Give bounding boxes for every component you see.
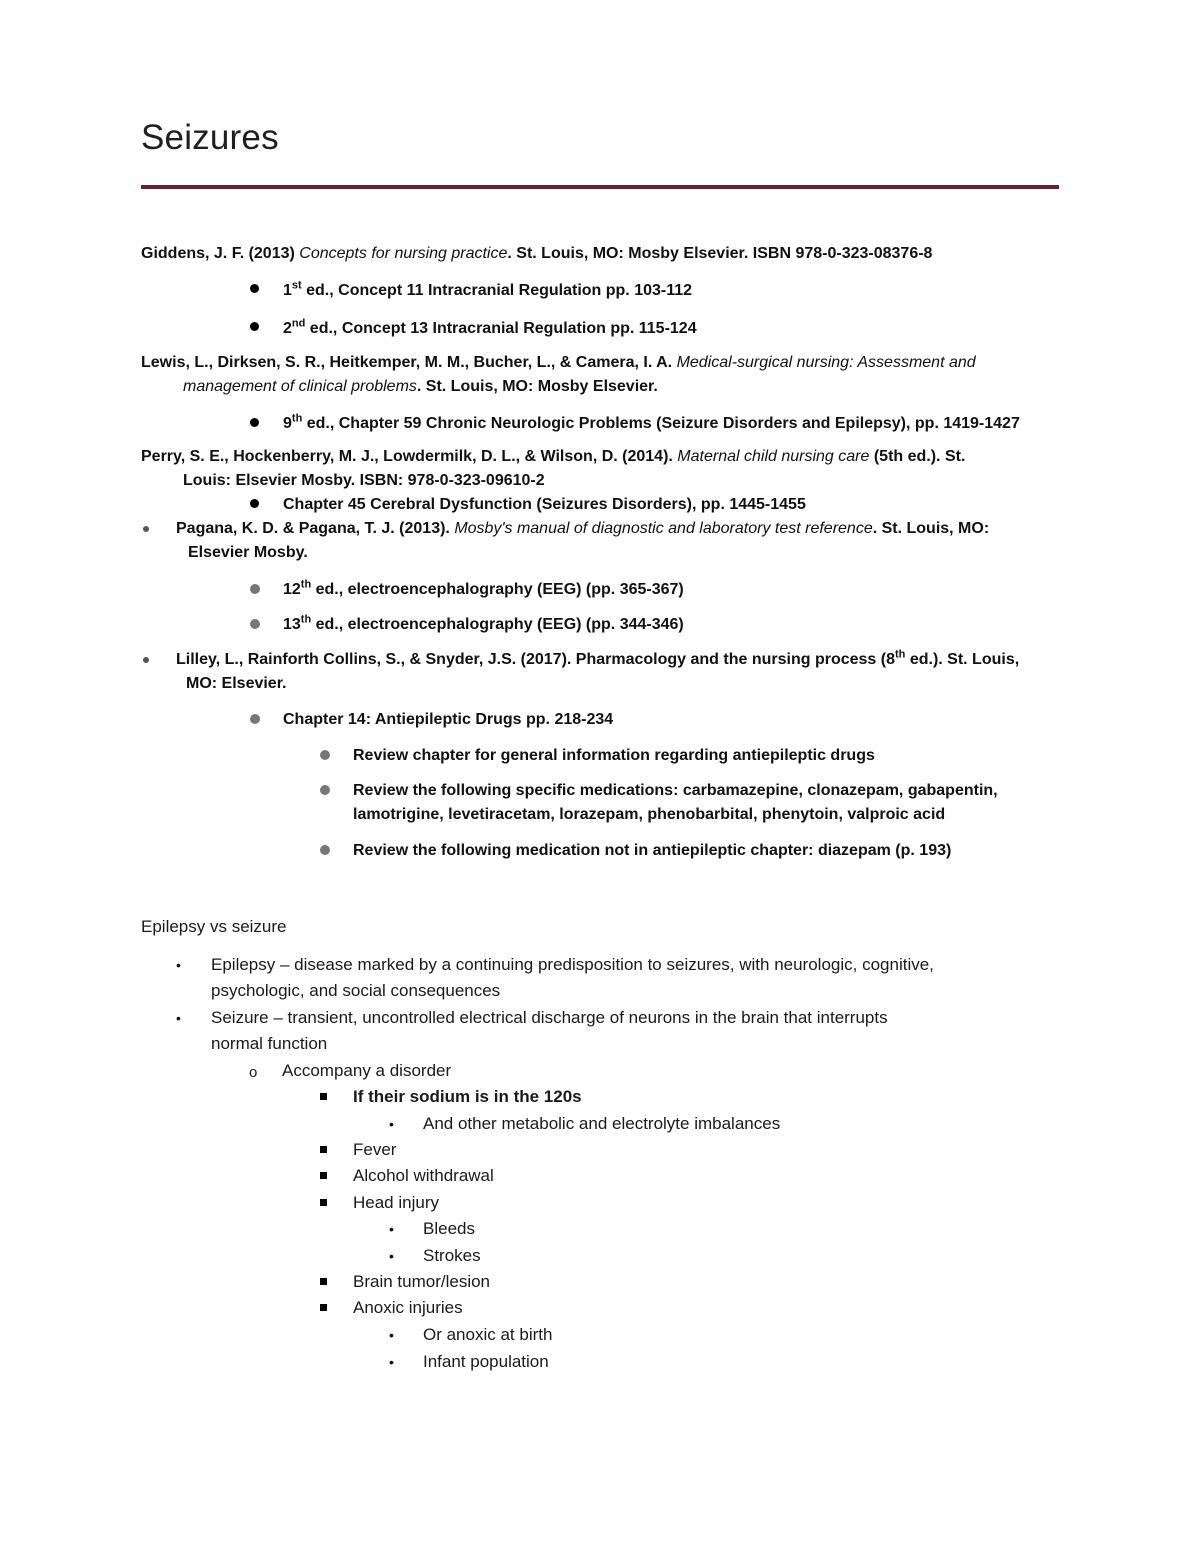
ref-giddens: Giddens, J. F. (2013) Concepts for nursing practice. St. Louis, MO: Mosby Elsevier. ISBN 978-0-323-08376-8 <box>141 245 933 262</box>
square-bullet-icon <box>320 1146 327 1153</box>
ref-giddens-ed1: 1st ed., Concept 11 Intracranial Regulation pp. 103-112 <box>283 279 693 299</box>
ref-pagana-ed12: 12th ed., electroencephalography (EEG) (pp. 365-367) <box>283 578 684 598</box>
square-bullet-icon <box>320 1172 327 1179</box>
bullet-icon: • <box>389 1116 394 1132</box>
ref-lilley-sub1: Review chapter for general information regarding antiepileptic drugs <box>353 747 875 764</box>
ref-lewis: Lewis, L., Dirksen, S. R., Heitkemper, M. M., Bucher, L., & Camera, I. A. Medical-surgical nursing: Assessment and <box>141 354 976 371</box>
title-divider <box>141 185 1059 189</box>
ref-lilley-sub2: Review the following specific medications: carbamazepine, clonazepam, gabapentin, <box>353 782 998 799</box>
square-bullet-icon <box>320 1093 327 1100</box>
list-item: If their sodium is in the 120s <box>353 1087 582 1106</box>
list-item: Alcohol withdrawal <box>353 1166 494 1185</box>
square-bullet-icon <box>320 1304 327 1311</box>
ref-pagana: Pagana, K. D. & Pagana, T. J. (2013). Mosby's manual of diagnostic and laboratory test reference. St. Louis, MO: <box>176 520 990 537</box>
ref-pagana-ed13: 13th ed., electroencephalography (EEG) (pp. 344-346) <box>283 613 684 633</box>
bullet-icon <box>250 322 259 331</box>
epilepsy-definition: Epilepsy – disease marked by a continuing predisposition to seizures, with neurologic, cognitive, <box>211 955 934 974</box>
list-item: And other metabolic and electrolyte imbalances <box>423 1114 781 1133</box>
bullet-icon: • <box>389 1327 394 1343</box>
list-item: Accompany a disorder <box>282 1061 452 1080</box>
ref-perry-cont: Louis: Elsevier Mosby. ISBN: 978-0-323-09610-2 <box>183 472 545 489</box>
bullet-icon <box>250 584 260 594</box>
list-item: Bleeds <box>423 1219 475 1238</box>
bullet-icon <box>320 750 330 760</box>
ref-lewis-cont: management of clinical problems. St. Louis, MO: Mosby Elsevier. <box>183 378 658 395</box>
bullet-icon <box>143 657 149 663</box>
bullet-icon <box>250 619 260 629</box>
epilepsy-definition-cont: psychologic, and social consequences <box>211 981 501 1000</box>
seizure-definition: Seizure – transient, uncontrolled electrical discharge of neurons in the brain that interrupts <box>211 1008 888 1027</box>
ref-lilley-chapter: Chapter 14: Antiepileptic Drugs pp. 218-234 <box>283 711 614 728</box>
list-item: Head injury <box>353 1193 439 1212</box>
bullet-icon <box>250 284 259 293</box>
ref-lewis-ed: 9th ed., Chapter 59 Chronic Neurologic Problems (Seizure Disorders and Epilepsy), pp. 1419-1427 <box>283 412 1020 432</box>
circle-bullet-icon: o <box>249 1064 258 1081</box>
square-bullet-icon <box>320 1278 327 1285</box>
ref-perry-chapter: Chapter 45 Cerebral Dysfunction (Seizures Disorders), pp. 1445-1455 <box>283 496 806 513</box>
ref-lilley: Lilley, L., Rainforth Collins, S., & Snyder, J.S. (2017). Pharmacology and the nursing process (8th ed.). St. Louis, <box>176 648 1020 668</box>
bullet-icon <box>250 714 260 724</box>
bullet-icon: • <box>389 1248 394 1264</box>
bullet-icon <box>320 785 330 795</box>
ref-lilley-sub3: Review the following medication not in antiepileptic chapter: diazepam (p. 193) <box>353 842 952 859</box>
list-item: Strokes <box>423 1246 481 1265</box>
ref-perry: Perry, S. E., Hockenberry, M. J., Lowdermilk, D. L., & Wilson, D. (2014). Maternal child nursing care (5th ed.). St. <box>141 448 966 465</box>
ref-giddens-ed2: 2nd ed., Concept 13 Intracranial Regulation pp. 115-124 <box>283 317 697 337</box>
bullet-icon <box>250 418 259 427</box>
bullet-icon: • <box>389 1354 394 1370</box>
ref-pagana-cont: Elsevier Mosby. <box>188 544 308 561</box>
list-item: Or anoxic at birth <box>423 1325 553 1344</box>
list-item: Infant population <box>423 1352 549 1371</box>
list-item: Anoxic injuries <box>353 1298 463 1317</box>
bullet-icon: • <box>176 957 181 973</box>
section-heading: Epilepsy vs seizure <box>141 917 287 936</box>
square-bullet-icon <box>320 1199 327 1206</box>
ref-lilley-cont: MO: Elsevier. <box>186 675 287 692</box>
bullet-icon <box>143 526 149 532</box>
ref-lilley-sub2-cont: lamotrigine, levetiracetam, lorazepam, phenobarbital, phenytoin, valproic acid <box>353 806 946 823</box>
bullet-icon: • <box>176 1010 181 1026</box>
list-item: Brain tumor/lesion <box>353 1272 491 1291</box>
list-item: Fever <box>353 1140 397 1159</box>
seizure-definition-cont: normal function <box>211 1034 328 1053</box>
bullet-icon <box>320 845 330 855</box>
bullet-icon: • <box>389 1221 394 1237</box>
page-title: Seizures <box>141 118 279 157</box>
bullet-icon <box>250 499 259 508</box>
